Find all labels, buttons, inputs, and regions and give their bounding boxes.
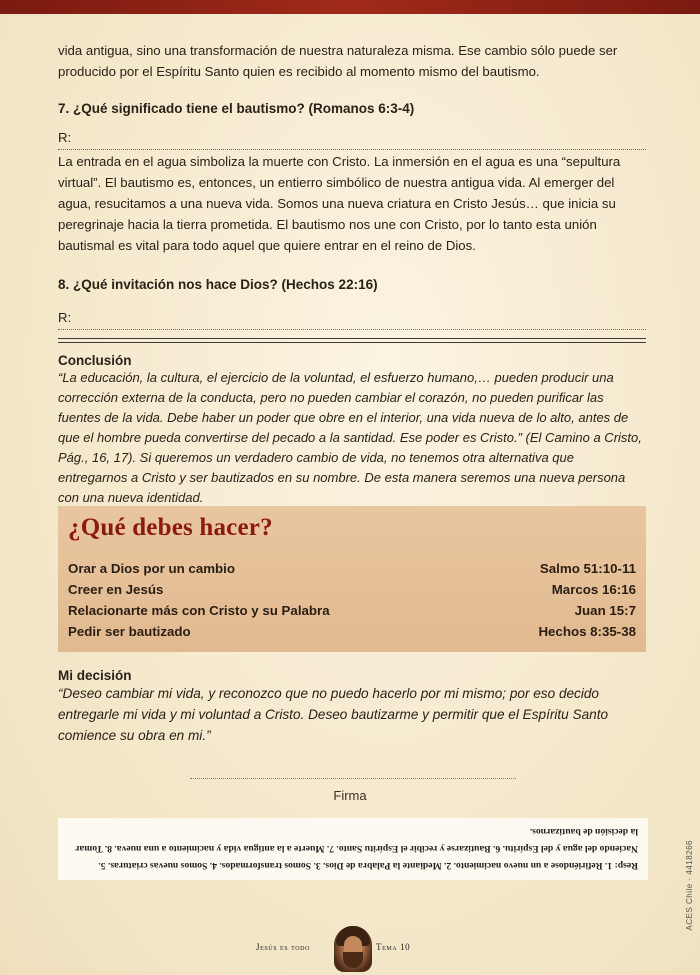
- answer-7-line[interactable]: [58, 130, 646, 150]
- action-row: [68, 621, 636, 642]
- question-8: 8. ¿Qué invitación nos hace Dios? (Hechos 22:16): [58, 277, 378, 292]
- action-reference: Hechos 8:35-38: [538, 624, 636, 639]
- signature-line[interactable]: [190, 778, 516, 779]
- top-border: [0, 0, 700, 14]
- section-divider: [58, 338, 646, 343]
- action-text: Creer en Jesús: [68, 582, 164, 597]
- action-reference: Marcos 16:16: [551, 582, 636, 597]
- answer-7-label: R:: [58, 130, 72, 145]
- main-content: [58, 40, 646, 508]
- conclusion-text: “La educación, la cultura, el ejercicio de la voluntad, el esfuerzo humano,… pueden producir una corrección externa de la conducta, pero no pueden cambiar el corazón, no pueden purificar las fuentes de la vida. Debe haber un poder que obre en el interior, una vida nueva de lo alto, antes de que el hombre pueda convertirse del pecado a la santidad. Ese poder es Cristo.” (El Camino a Cristo, Pág., 16, 17). Si queremos un verdadero cambio de vida, no tenemos otra alternativa que entregarnos a Cristo y ser bautizados en su nombre. De esta manera seremos una nueva persona con una nueva identidad.: [58, 370, 642, 505]
- question-7: 7. ¿Qué significado tiene el bautismo? (Romanos 6:3-4): [58, 101, 415, 116]
- page-footer: [256, 926, 446, 970]
- decision-title: Mi decisión: [58, 668, 132, 683]
- answer-7-text: La entrada en el agua simboliza la muerte con Cristo. La inmersión en el agua es una “sepultura virtual”. El bautismo es, entonces, un entierro simbólico de nuestra antigua vida. Al emerger del agua, resucitamos a una nueva vida. Somos una nueva criatura en Cristo Jesús… que inicia su peregrinaje hacia la tierra prometida. El bautismo nos une con Cristo, por lo tanto esta unión bautismal es vital para todo aquel que quiere entrar en el reino de Dios.: [58, 154, 621, 253]
- action-box: [58, 506, 646, 652]
- jesus-portrait-icon: [334, 926, 372, 972]
- action-text: Orar a Dios por un cambio: [68, 561, 235, 576]
- top-paragraph: vida antigua, sino una transformación de nuestra naturaleza misma. Ese cambio sólo puede ser producido por el Espíritu Santo quien es recibido al momento mismo del bautismo.: [58, 43, 618, 79]
- decision-text: “Deseo cambiar mi vida, y reconozco que no puedo hacerlo por mi mismo; por eso decido entregarle mi vida y mi voluntad a Cristo. Deseo bautizarme y permitir que el Espíritu Santo comience su obra en mi.”: [58, 686, 609, 743]
- signature-label: Firma: [333, 788, 367, 803]
- answer-8-line[interactable]: [58, 310, 646, 330]
- footer-series-title: Jesús es todo: [256, 942, 311, 952]
- decision-section: [58, 668, 646, 746]
- conclusion-title: Conclusión: [58, 353, 132, 368]
- action-box-title: ¿Qué debes hacer?: [68, 514, 273, 541]
- answer-key-text: Resp: 1. Refiriéndose a un nuevo nacimiento. 2. Mediante la Palabra de Dios. 3. Somos transformados. 4. Somos nuevas criaturas. 5. Naciendo del agua y del Espíritu. 6. Bautizarse y recibir el Espíritu Santo. 7. Muerte a la antigua vida y nacimiento a una nueva. 8. Tomar la decisión de bautizarnos.: [75, 826, 638, 871]
- action-row: [68, 600, 636, 621]
- action-text: Relacionarte más con Cristo y su Palabra: [68, 603, 330, 618]
- action-list: [68, 558, 636, 642]
- action-row: [68, 558, 636, 579]
- portrait-beard: [343, 952, 363, 968]
- action-reference: Juan 15:7: [574, 603, 636, 618]
- action-row: [68, 579, 636, 600]
- answer-key-inverted: [58, 818, 648, 880]
- action-reference: Salmo 51:10-11: [539, 561, 636, 576]
- side-code: ACES Chile · 4418266: [685, 840, 694, 931]
- footer-topic-number: Tema 10: [376, 942, 411, 952]
- answer-8-label: R:: [58, 310, 72, 325]
- action-text: Pedir ser bautizado: [68, 624, 191, 639]
